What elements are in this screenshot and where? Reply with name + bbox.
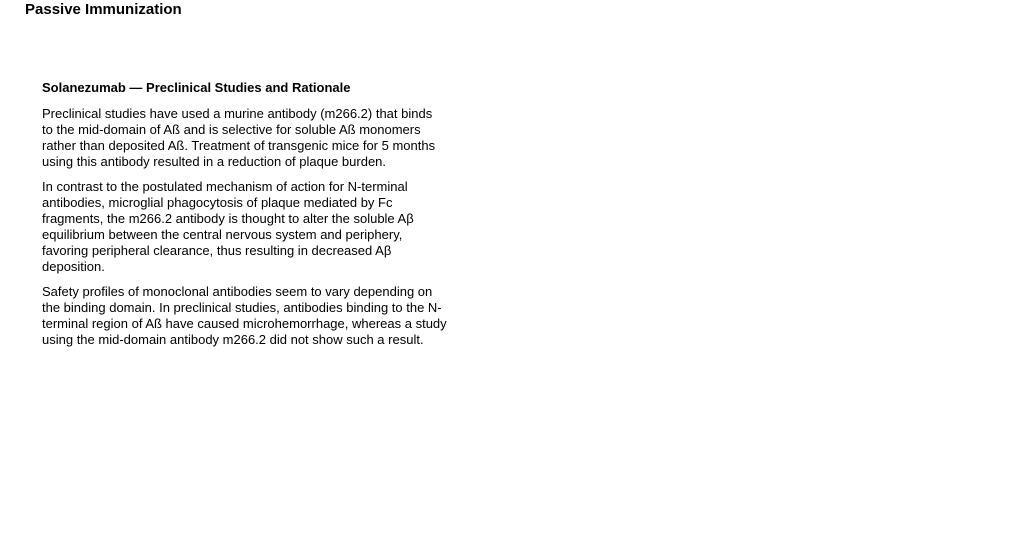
paragraph-mechanism-of-action [42, 179, 487, 275]
paragraph-preclinical-studies [42, 106, 487, 170]
page-title: Passive Immunization [25, 1, 182, 18]
text-line: In contrast to the postulated mechanism of action for N-terminal [42, 179, 408, 194]
text-line: using this antibody resulted in a reduction of plaque burden. [42, 154, 387, 169]
text-line: fragments, the m266.2 antibody is thought to alter the soluble Aβ [42, 211, 414, 226]
text-line: rather than deposited Aß. Treatment of transgenic mice for 5 months [42, 138, 436, 153]
text-line: Safety profiles of monoclonal antibodies seem to vary depending on [42, 284, 433, 299]
text-line: using the mid-domain antibody m266.2 did not show such a result. [42, 332, 424, 347]
text-line: Preclinical studies have used a murine antibody (m266.2) that binds [42, 106, 433, 121]
text-line: equilibrium between the central nervous system and periphery, [42, 227, 403, 242]
paragraph-safety-profiles [42, 284, 487, 348]
text-line: deposition. [42, 259, 105, 274]
slide-content [42, 80, 487, 357]
text-line: to the mid-domain of Aß and is selective for soluble Aß monomers [42, 122, 421, 137]
text-line: the binding domain. In preclinical studies, antibodies binding to the N- [42, 300, 442, 315]
text-line: favoring peripheral clearance, thus resulting in decreased Aβ [42, 243, 392, 258]
section-heading: Solanezumab — Preclinical Studies and Rationale [42, 80, 351, 95]
text-line: terminal region of Aß have caused microhemorrhage, whereas a study [42, 316, 447, 331]
text-line: antibodies, microglial phagocytosis of plaque mediated by Fc [42, 195, 393, 210]
